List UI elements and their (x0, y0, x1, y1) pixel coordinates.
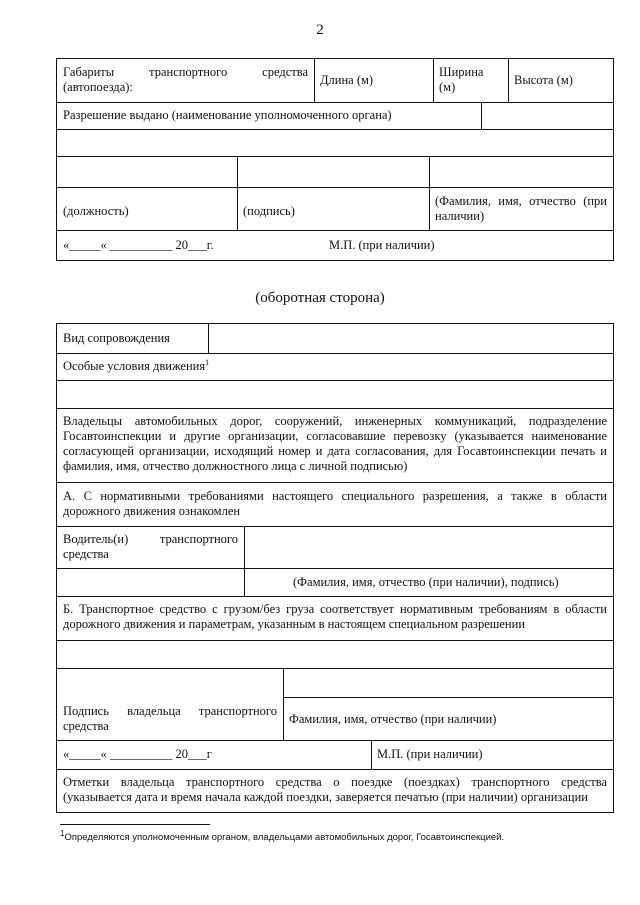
back-date-line: «_____« __________ 20___г (63, 747, 212, 761)
width-label: Ширина (м) (439, 65, 484, 94)
length-label: Длина (м) (320, 73, 374, 87)
footnote-text: Определяются уполномоченным органом, владельцами автомобильных дорог, Госавтоинспекцией. (64, 832, 505, 843)
issued-by-label: Разрешение выдано (наименование уполномоченного органа) (63, 108, 392, 122)
dimensions-label: Габариты транспортного средства (автопоезда): (63, 65, 308, 94)
owners-approval-text: Владельцы автомобильных дорог, сооружений, инженерных коммуникаций, подразделение Госавтоинспекции и другие организации, согласовавшие перевозку (указывается наименование согласующей организации, исходящий номер и дата согласования, для Госавтоинспекции печать и фамилия, имя, отчество должностного лица с личной подписью) (63, 414, 607, 473)
section-b-text: Б. Транспортное средство с грузом/без груза соответствует нормативным требованиям в области дорожного движения и параметрам, указанным в настоящем специальном разрешении (63, 602, 607, 631)
back-side-title: (оборотная сторона) (255, 290, 385, 306)
date-line: «_____« __________ 20___г. (63, 238, 214, 252)
back-stamp-label: М.П. (при наличии) (377, 747, 483, 761)
fio-label: (Фамилия, имя, отчество (при наличии) (435, 194, 607, 223)
stamp-label: М.П. (при наличии) (329, 238, 435, 252)
footnote (60, 828, 505, 843)
driver-label: Водитель(и) транспортного средства (63, 532, 238, 561)
position-label: (должность) (63, 204, 129, 218)
footnote-marker: 1 (60, 828, 65, 838)
special-conditions-text: Особые условия движения (63, 359, 206, 373)
trip-marks-text: Отметки владельца транспортного средства о поездке (поездках) транспортного средства (указывается дата и время начала каждой поездки, заверяется печатью (при наличии) организации (63, 775, 607, 804)
signature-label: (подпись) (243, 204, 295, 218)
owner-signature-label: Подпись владельца транспортного средства (63, 704, 277, 733)
front-table (56, 58, 614, 261)
driver-fio-sign-label: (Фамилия, имя, отчество (при наличии), подпись) (293, 575, 559, 589)
back-table (56, 323, 614, 813)
height-label: Высота (м) (514, 73, 573, 87)
owner-fio-label: Фамилия, имя, отчество (при наличии) (289, 712, 497, 726)
footnote-divider (60, 824, 210, 825)
special-conditions-label (57, 359, 457, 374)
special-conditions-footnote-ref: 1 (205, 357, 210, 367)
escort-type-label: Вид сопровождения (63, 331, 170, 345)
page-number: 2 (316, 22, 324, 38)
section-a-text: А. С нормативными требованиями настоящего специального разрешения, а также в области дорожного движения ознакомлен (63, 489, 607, 518)
